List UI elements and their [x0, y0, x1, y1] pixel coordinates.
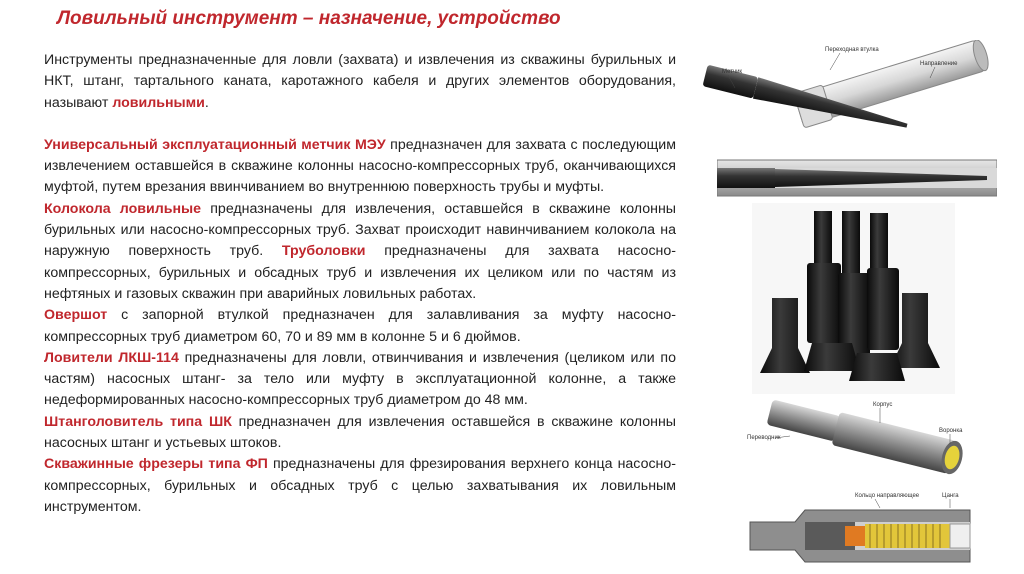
slide-title: Ловильный инструмент – назначение, устройство: [57, 8, 561, 29]
meu-term: Универсальный эксплуатационный метчик МЭУ: [44, 136, 386, 153]
overshot-paragraph: Овершот с запорной втулкой предназначен для залавливания за муфту насосно-компрессорных труб диаметром 60, 70 и 89 мм в колонне 5 и 6 дюймов.: [44, 307, 676, 345]
shk-paragraph: Штанголовитель типа ШК предназначен для извлечения оставшейся в скважине колонны насосных штанг и устьевых штоков.: [44, 413, 676, 452]
meu-paragraph: Универсальный эксплуатационный метчик МЭУ предназначен для захвата с последующим извлечением оставшейся в скважине колонны насосно-компрессорных труб, оканчивающихся муфтой, путем врезания ввинчиванием во внутреннюю поверхность трубы и муфты.: [44, 136, 676, 196]
overshot-image: [745, 398, 985, 488]
label-perekhodnaya: Переходная втулка: [825, 47, 879, 53]
label-voronka: Воронка: [939, 428, 963, 434]
label-korpus: Корпус: [873, 402, 893, 408]
intro-term: ловильными: [112, 94, 205, 111]
label-kolco: Кольцо направляющее: [855, 493, 920, 499]
tap-tool-image: [700, 40, 990, 150]
body-text: [44, 50, 676, 518]
label-napravlenie: Направление: [920, 61, 958, 67]
lksh-paragraph: Ловители ЛКШ-114 предназначены для ловли, отвинчивания и извлечения (целиком или по частям) насосных штанг- за тело или муфту в эксплуатационной колонне, а также недеформированных насосно-компрессорных труб диаметром до 48 мм.: [44, 349, 676, 409]
bells-term: Колокола ловильные: [44, 200, 202, 217]
bells-paragraph: Колокола ловильные предназначены для извлечения, оставшейся в скважине колонны бурильных или насосно-компрессорных труб. Захват происходит навинчиванием колокола на наружную поверхность труб. Труболовки предназначены для захвата насосно-компрессорных, бурильных и обсадных труб и извлечения их целиком или по частям из нефтяных и газовых скважин при аварийных ловильных работах.: [44, 200, 677, 302]
lksh-term: Ловители ЛКШ-114: [44, 349, 179, 366]
intro-paragraph: Инструменты предназначенные для ловли (захвата) и извлечения из скважины бурильных и НКТ, штанг, тартального каната, каротажного кабеля и других элементов оборудования, называют ловильными.: [44, 52, 676, 111]
tap-in-pipe-image: [717, 158, 997, 198]
label-metchik: Метчик: [722, 69, 743, 75]
label-canga: Цанга: [942, 493, 959, 499]
fp-term: Скважинные фрезеры типа ФП: [44, 456, 268, 473]
pipe-catchers-term: Труболовки: [281, 243, 366, 260]
shk-term: Штанголовитель типа ШК: [44, 413, 232, 430]
fp-paragraph: Скважинные фрезеры типа ФП предназначены для фрезирования верхнего конца насосно-компрессорных, бурильных и обсадных труб с целью захватывания их ловильным инструментом.: [44, 456, 676, 515]
overshot-term: Овершот: [44, 307, 108, 324]
bells-image: [752, 203, 955, 394]
label-perevodnik: Переводник: [747, 435, 781, 441]
catcher-section-image: [745, 490, 985, 568]
